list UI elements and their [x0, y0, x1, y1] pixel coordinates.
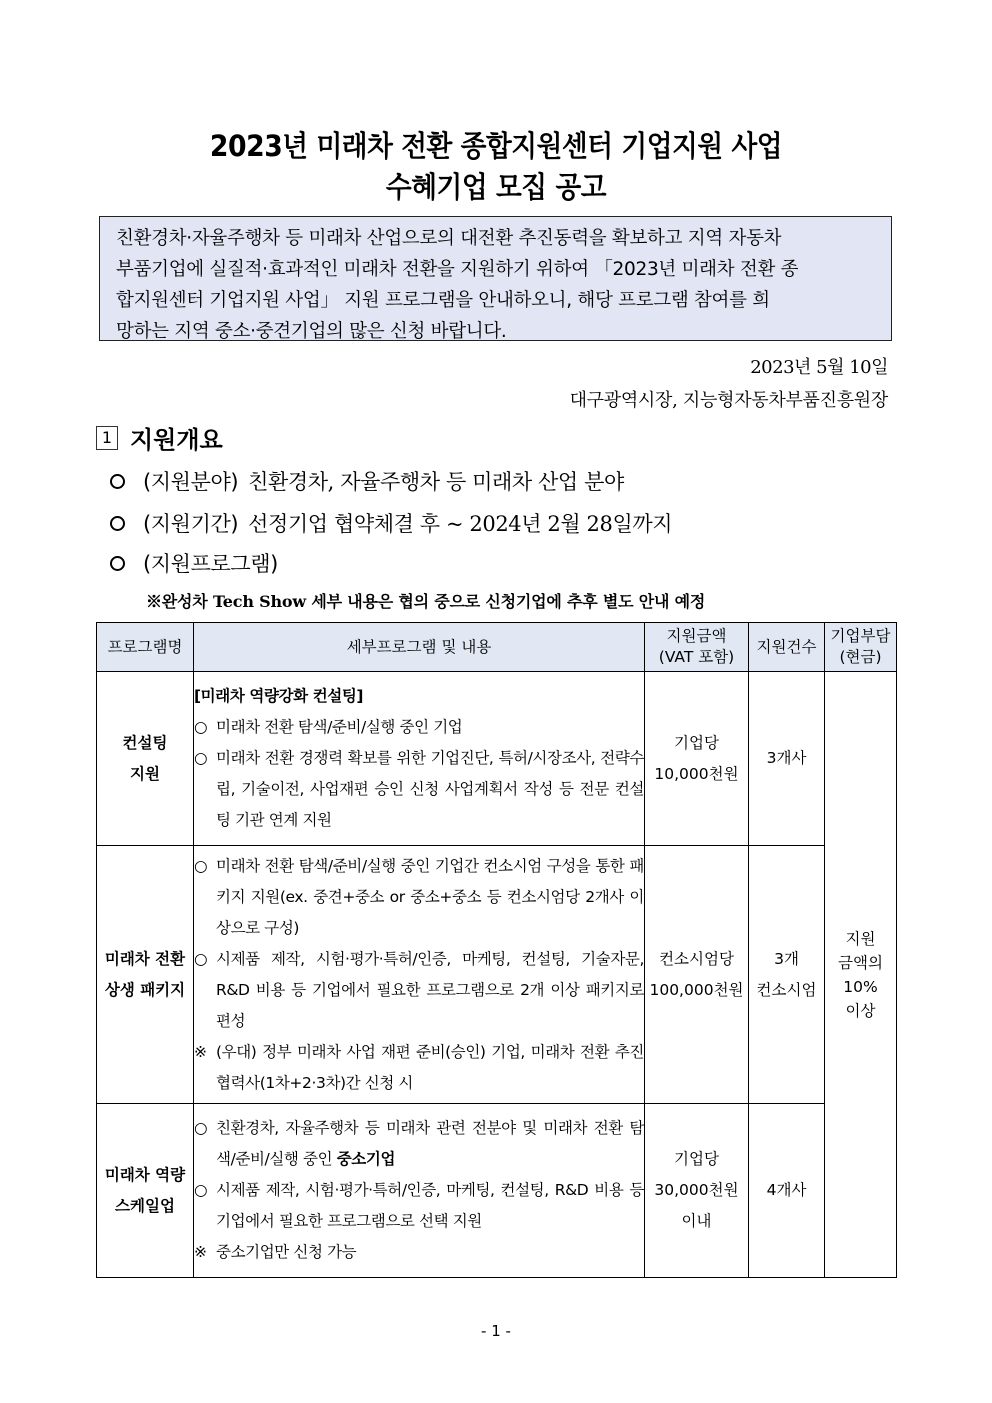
- detail-text: 미래차 전환 경쟁력 확보를 위한 기업진단, 특허/시장조사, 전략수립, 기술이전, 사업재편 승인 신청 사업계획서 작성 등 전문 컨설팅 기관 연계 지원: [216, 749, 644, 829]
- support-count: [749, 1104, 825, 1278]
- program-detail: [194, 1104, 645, 1278]
- header-burden: [825, 623, 897, 672]
- program-name: [97, 1104, 194, 1278]
- header-count: 지원건수: [749, 623, 825, 672]
- amount-line1: 기업당: [674, 1150, 719, 1168]
- table-row: [97, 672, 897, 846]
- header-amount-line2: (VAT 포함): [658, 648, 735, 666]
- reference-mark-icon: ※: [194, 1243, 207, 1261]
- amount-line1: 컨소시엄당: [659, 949, 734, 968]
- document-title-line1: 2023년 미래차 전환 종합지원센터 기업지원 사업: [209, 129, 783, 163]
- header-burden-line1: 기업부담: [830, 627, 891, 645]
- detail-text: 시제품 제작, 시험·평가·특허/인증, 마케팅, 컨설팅, 기술자문, R&D 비용 등 기업에서 필요한 프로그램으로 2개 이상 패키지로 편성: [216, 949, 644, 1030]
- summary-line: 합지원센터 기업지원 사업」 지원 프로그램을 안내하오니, 해당 프로그램 참여를 희: [116, 290, 770, 311]
- support-amount: [645, 1104, 749, 1278]
- table-row: [97, 1104, 897, 1278]
- announcement-date: 2023년 5월 10일: [750, 357, 888, 378]
- bullet-support-program: [110, 548, 288, 578]
- header-detail: 세부프로그램 및 내용: [194, 623, 645, 672]
- header-burden-line2: (현금): [839, 648, 882, 666]
- amount-line2: 30,000천원: [654, 1181, 739, 1199]
- support-count: [749, 846, 825, 1104]
- header-amount-line1: 지원금액: [666, 627, 727, 645]
- issuer: 대구광역시장, 지능형자동차부품진흥원장: [569, 390, 888, 411]
- summary-box: [99, 216, 892, 341]
- detail-text: 미래차 전환 탐색/준비/실행 중인 기업간 컨소시엄 구성을 통한 패키지 지원(ex. 중견+중소 or 중소+중소 등 컨소시엄당 2개사 이상으로 구성): [216, 856, 644, 937]
- bullet-key: (지원분야): [143, 470, 239, 494]
- support-amount: [645, 846, 749, 1104]
- burden-line3: 10%: [843, 977, 878, 996]
- detail-text: 시제품 제작, 시험·평가·특허/인증, 마케팅, 컨설팅, R&D 비용 등 기업에서 필요한 프로그램으로 선택 지원: [216, 1181, 644, 1230]
- program-table: [96, 622, 897, 1278]
- burden-line1: 지원: [845, 929, 876, 948]
- detail-text: 중소기업만 신청 가능: [216, 1243, 357, 1261]
- support-amount: [645, 672, 749, 846]
- burden-line4: 이상: [845, 1001, 876, 1020]
- program-name-line2: 지원: [130, 764, 160, 783]
- section-title: 지원개요: [130, 426, 223, 454]
- detail-text: 미래차 전환 탐색/준비/실행 중인 기업: [216, 718, 463, 736]
- circle-bullet-icon: ○: [194, 718, 208, 736]
- circle-bullet-icon: ○: [194, 1181, 208, 1199]
- program-name-line2: 상생 패키지: [104, 980, 186, 999]
- detail-line: [194, 1113, 644, 1175]
- summary-line: 부품기업에 실질적·효과적인 미래차 전환을 지원하기 위하여 「2023년 미래차 전환 종: [116, 259, 799, 280]
- bullet-key: (지원기간): [143, 512, 239, 536]
- circle-bullet-icon: ○: [194, 749, 208, 767]
- detail-line: [194, 1237, 644, 1268]
- program-name-line2: 스케일업: [115, 1196, 175, 1215]
- count-line2: 컨소시엄: [756, 980, 817, 999]
- header-program: 프로그램명: [97, 623, 194, 672]
- bullet-support-period: [110, 508, 672, 538]
- table-row: [97, 846, 897, 1104]
- detail-line: [194, 851, 644, 944]
- detail-text: (우대) 정부 미래차 사업 재편 준비(승인) 기업, 미래차 전환 추진 협력사(1차+2·3차)간 신청 시: [216, 1042, 644, 1092]
- program-name-line1: 컨설팅: [122, 733, 168, 752]
- company-burden: [825, 672, 897, 1278]
- amount-line1: 기업당: [674, 733, 719, 752]
- reference-mark-icon: ※: [194, 1042, 207, 1061]
- detail-line: [194, 1037, 644, 1099]
- detail-text: 친환경차, 자율주행차 등 미래차 관련 전분야 및 미래차 전환 탐색/준비/실행 중인: [216, 1119, 644, 1168]
- summary-line: 친환경차·자율주행차 등 미래차 산업으로의 대전환 추진동력을 확보하고 지역 자동차: [116, 228, 782, 249]
- circle-bullet-icon: [110, 516, 125, 531]
- circle-bullet-icon: ○: [194, 1119, 208, 1137]
- section-heading: [96, 420, 223, 455]
- amount-line2: 100,000천원: [649, 980, 744, 999]
- detail-line: [194, 712, 644, 743]
- detail-heading: [미래차 역량강화 컨설팅]: [194, 687, 364, 705]
- program-name-line1: 미래차 역량: [104, 1165, 186, 1184]
- document-title-line2: 수혜기업 모집 공고: [385, 170, 607, 204]
- count-line1: 3개: [774, 949, 799, 968]
- burden-line2: 금액의: [838, 953, 883, 972]
- program-name-line1: 미래차 전환: [104, 949, 186, 968]
- detail-emphasis: 중소기업: [336, 1150, 396, 1168]
- tech-show-note: ※완성차 Tech Show 세부 내용은 협의 중으로 신청기업에 추후 별도 안내 예정: [146, 592, 706, 611]
- circle-bullet-icon: [110, 474, 125, 489]
- program-name: [97, 846, 194, 1104]
- bullet-text: 선정기업 협약체결 후 ~ 2024년 2월 28일까지: [248, 512, 673, 536]
- count-line1: 3개사: [766, 749, 807, 767]
- amount-line2: 10,000천원: [654, 764, 739, 783]
- summary-line: 망하는 지역 중소·중견기업의 많은 신청 바랍니다.: [116, 321, 507, 342]
- bullet-key: (지원프로그램): [143, 552, 278, 576]
- detail-line: [194, 743, 644, 836]
- header-amount: [645, 623, 749, 672]
- section-number-box: 1: [96, 426, 118, 450]
- program-name: [97, 672, 194, 846]
- program-detail: [194, 672, 645, 846]
- page-number: - 1 -: [481, 1322, 511, 1340]
- detail-line: [194, 944, 644, 1037]
- bullet-support-field: [110, 466, 624, 496]
- support-count: [749, 672, 825, 846]
- amount-line3: 이내: [681, 1212, 712, 1230]
- program-detail: [194, 846, 645, 1104]
- bullet-text: 친환경차, 자율주행차 등 미래차 산업 분야: [248, 470, 624, 494]
- circle-bullet-icon: ○: [194, 949, 208, 968]
- circle-bullet-icon: ○: [194, 856, 208, 875]
- detail-line: [194, 1175, 644, 1237]
- table-header-row: [97, 623, 897, 672]
- circle-bullet-icon: [110, 556, 125, 571]
- count-line1: 4개사: [766, 1181, 807, 1199]
